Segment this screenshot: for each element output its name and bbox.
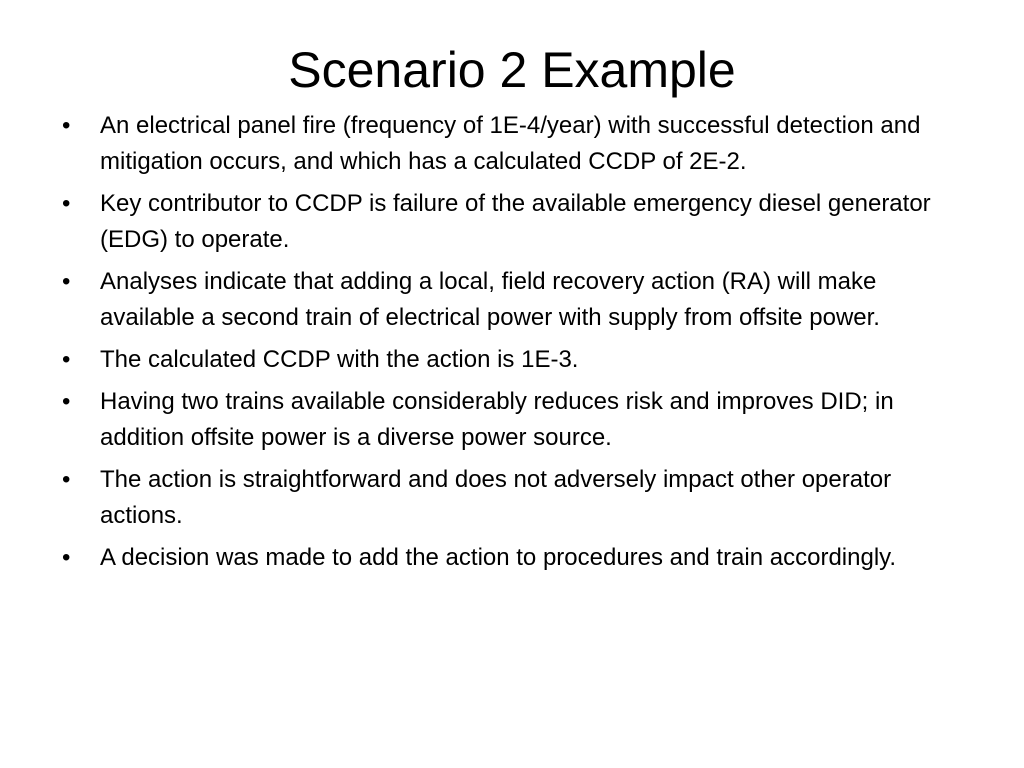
bullet-marker-icon: •	[62, 346, 71, 373]
bullet-text: Key contributor to CCDP is failure of the available emergency diesel generator (EDG) to operate.	[100, 190, 931, 253]
bullet-text: The action is straightforward and does not adversely impact other operator actions.	[100, 466, 892, 529]
bullet-item	[62, 462, 962, 534]
bullet-marker-icon: •	[62, 544, 71, 571]
bullet-text: Analyses indicate that adding a local, field recovery action (RA) will make available a second train of electrical power with supply from offsite power.	[100, 268, 880, 331]
bullet-marker-icon: •	[62, 466, 71, 493]
bullet-marker-icon: •	[62, 268, 71, 295]
bullet-item	[62, 108, 962, 180]
slide-title: Scenario 2 Example	[288, 42, 736, 98]
bullet-marker-icon: •	[62, 388, 71, 415]
bullet-item	[62, 540, 962, 576]
bullet-item	[62, 186, 962, 258]
bullet-marker-icon: •	[62, 190, 71, 217]
bullet-item	[62, 264, 962, 336]
bullet-text: An electrical panel fire (frequency of 1E-4/year) with successful detection and mitigation occurs, and which has a calculated CCDP of 2E-2.	[100, 112, 921, 175]
bullet-text: A decision was made to add the action to procedures and train accordingly.	[100, 544, 897, 571]
bullet-text: The calculated CCDP with the action is 1E-3.	[100, 346, 579, 373]
bullet-marker-icon: •	[62, 112, 71, 139]
bullet-text: Having two trains available considerably reduces risk and improves DID; in addition offsite power is a diverse power source.	[100, 388, 894, 451]
bullet-list	[62, 108, 962, 582]
bullet-item	[62, 384, 962, 456]
bullet-item	[62, 342, 962, 378]
